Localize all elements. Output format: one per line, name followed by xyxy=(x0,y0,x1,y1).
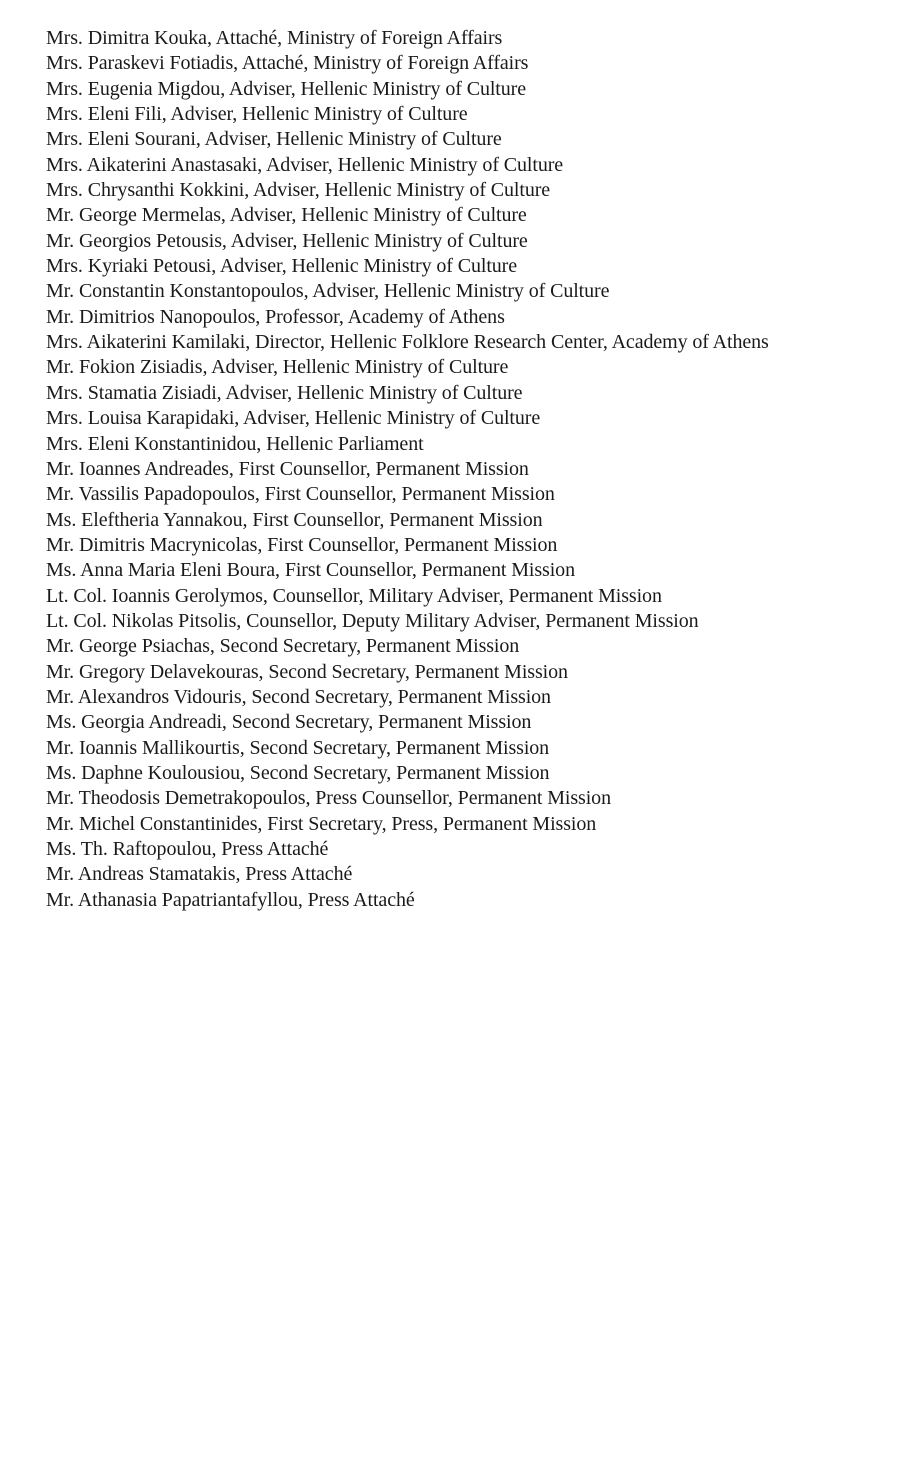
list-item: Mr. Dimitrios Nanopoulos, Professor, Academy of Athens xyxy=(46,305,505,328)
list-item: Mr. Theodosis Demetrakopoulos, Press Counsellor, Permanent Mission xyxy=(46,787,611,810)
list-item: Mrs. Aikaterini Anastasaki, Adviser, Hellenic Ministry of Culture xyxy=(46,153,564,176)
list-item: Mr. Gregory Delavekouras, Second Secretary, Permanent Mission xyxy=(46,660,568,683)
list-item: Ms. Daphne Koulousiou, Second Secretary, Permanent Mission xyxy=(46,761,550,784)
list-item: Mr. Vassilis Papadopoulos, First Counsellor, Permanent Mission xyxy=(46,483,555,506)
list-item: Mrs. Louisa Karapidaki, Adviser, Hellenic Ministry of Culture xyxy=(46,407,541,430)
list-item: Mrs. Eleni Fili, Adviser, Hellenic Ministry of Culture xyxy=(46,103,468,126)
list-item: Mr. Dimitris Macrynicolas, First Counsellor, Permanent Mission xyxy=(46,533,558,556)
list-item: Mr. George Psiachas, Second Secretary, Permanent Mission xyxy=(46,635,520,658)
list-item: Mr. Andreas Stamatakis, Press Attaché xyxy=(46,863,353,886)
delegation-list xyxy=(46,26,894,913)
list-item: Ms. Anna Maria Eleni Boura, First Counsellor, Permanent Mission xyxy=(46,559,575,582)
list-item: Mr. Fokion Zisiadis, Adviser, Hellenic Ministry of Culture xyxy=(46,356,509,379)
list-item: Mr. Constantin Konstantopoulos, Adviser, Hellenic Ministry of Culture xyxy=(46,280,610,303)
list-item: Mrs. Dimitra Kouka, Attaché, Ministry of Foreign Affairs xyxy=(46,27,503,49)
list-item: Mrs. Chrysanthi Kokkini, Adviser, Hellenic Ministry of Culture xyxy=(46,179,551,202)
list-item: Mr. George Mermelas, Adviser, Hellenic Ministry of Culture xyxy=(46,204,527,227)
list-item: Lt. Col. Ioannis Gerolymos, Counsellor, Military Adviser, Permanent Mission xyxy=(46,584,662,607)
list-item: Mrs. Eugenia Migdou, Adviser, Hellenic Ministry of Culture xyxy=(46,77,527,100)
list-item: Mr. Ioannis Mallikourtis, Second Secretary, Permanent Mission xyxy=(46,736,550,759)
list-item: Mrs. Paraskevi Fotiadis, Attaché, Ministry of Foreign Affairs xyxy=(46,52,529,75)
list-item: Mr. Athanasia Papatriantafyllou, Press Attaché xyxy=(46,888,415,911)
list-item: Mrs. Eleni Konstantinidou, Hellenic Parliament xyxy=(46,432,424,455)
list-item: Mrs. Kyriaki Petousi, Adviser, Hellenic Ministry of Culture xyxy=(46,255,518,278)
list-item: Ms. Georgia Andreadi, Second Secretary, Permanent Mission xyxy=(46,711,532,734)
list-item: Mr. Georgios Petousis, Adviser, Hellenic Ministry of Culture xyxy=(46,229,528,252)
list-item: Lt. Col. Nikolas Pitsolis, Counsellor, Deputy Military Adviser, Permanent Mission xyxy=(46,609,699,632)
list-item: Mrs. Aikaterini Kamilaki, Director, Hellenic Folklore Research Center, Academy of Athens xyxy=(46,331,769,354)
list-item: Mrs. Eleni Sourani, Adviser, Hellenic Ministry of Culture xyxy=(46,128,502,151)
list-item: Ms. Th. Raftopoulou, Press Attaché xyxy=(46,838,329,860)
list-item: Mrs. Stamatia Zisiadi, Adviser, Hellenic Ministry of Culture xyxy=(46,381,523,404)
list-item: Mr. Ioannes Andreades, First Counsellor, Permanent Mission xyxy=(46,457,529,480)
list-item: Mr. Michel Constantinides, First Secretary, Press, Permanent Mission xyxy=(46,812,597,835)
list-item: Mr. Alexandros Vidouris, Second Secretary, Permanent Mission xyxy=(46,685,551,708)
list-item: Ms. Eleftheria Yannakou, First Counsellor, Permanent Mission xyxy=(46,508,543,531)
